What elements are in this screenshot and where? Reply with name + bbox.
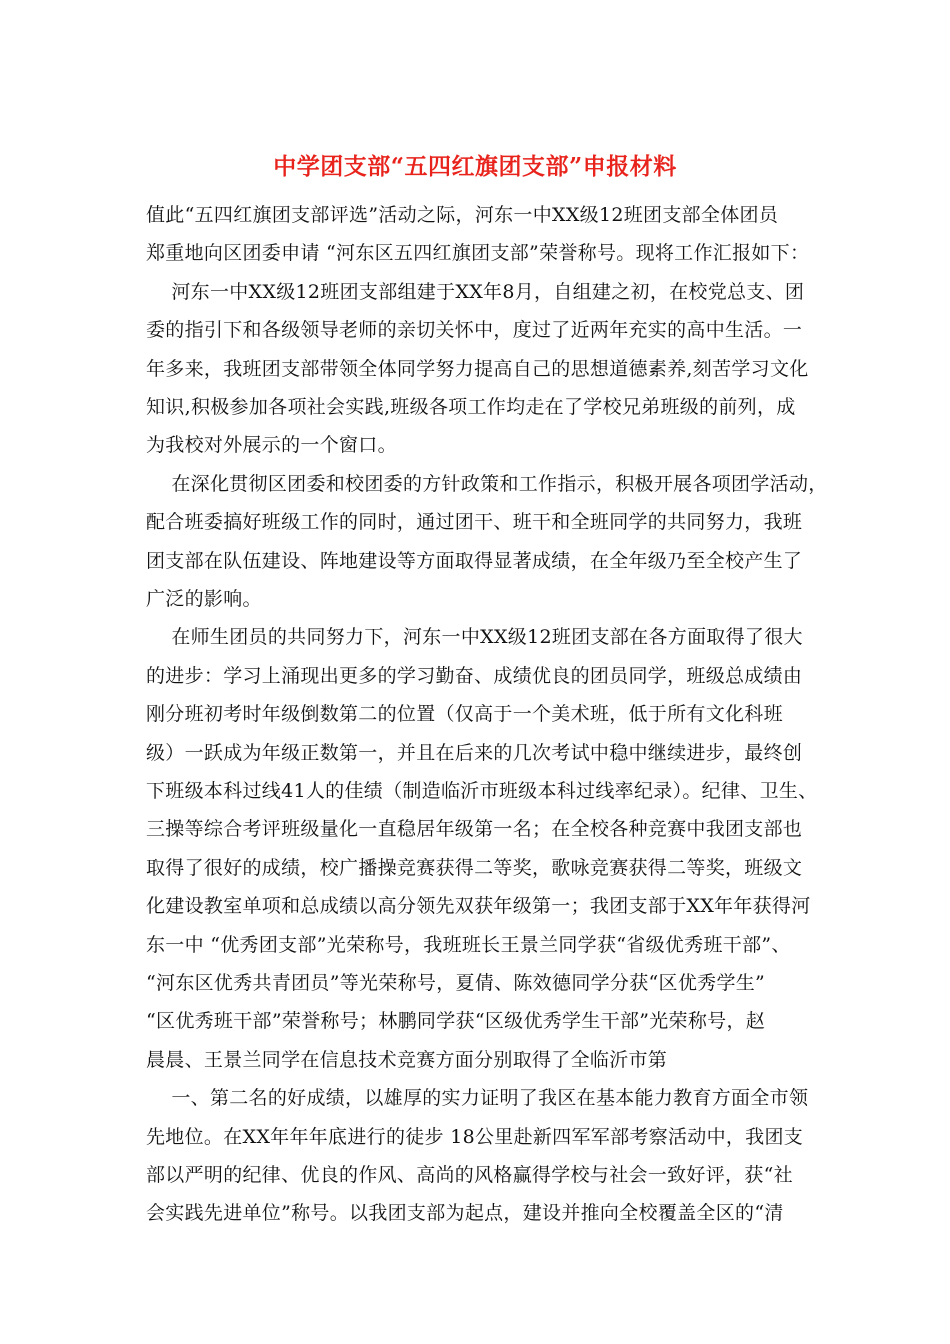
- body-line: 级）一跃成为年级正数第一，并且在后来的几次考试中稳中继续进步，最终创: [146, 741, 803, 764]
- body-line: 配合班委搞好班级工作的同时，通过团干、班干和全班同学的共同努力，我班: [146, 511, 803, 534]
- body-line: 一、第二名的好成绩，以雄厚的实力证明了我区在基本能力教育方面全市领: [146, 1087, 809, 1110]
- body-line: 先地位。在XX年年年底进行的徒步 18公里赴新四军军部考察活动中，我团支: [146, 1125, 804, 1148]
- body-line: 知识,积极参加各项社会实践,班级各项工作均走在了学校兄弟班级的前列，成: [146, 396, 796, 418]
- body-line: 在深化贯彻区团委和校团委的方针政策和工作指示，积极开展各项团学活动，: [146, 472, 828, 495]
- body-line: 值此“五四红旗团支部评选”活动之际，河东一中XX级12班团支部全体团员: [146, 204, 779, 226]
- body-line: 化建设教室单项和总成绩以高分领先双获年级第一；我团支部于XX年年获得河: [146, 895, 811, 918]
- body-line: 在师生团员的共同努力下，河东一中XX级12班团支部在各方面取得了很大: [146, 626, 803, 649]
- body-line: 部以严明的纪律、优良的作风、高尚的风格赢得学校与社会一致好评，获“社: [146, 1164, 793, 1186]
- body-line: 三操等综合考评班级量化一直稳居年级第一名；在全校各种竞赛中我团支部也: [146, 818, 803, 841]
- body-line: 年多来，我班团支部带领全体同学努力提高自己的思想道德素养,刻苦学习文化: [146, 357, 809, 380]
- body-line: 刚分班初考时年级倒数第二的位置（仅高于一个美术班，低于所有文化科班: [146, 703, 783, 726]
- body-line: 晨晨、王景兰同学在信息技术竞赛方面分别取得了全临沂市第: [146, 1048, 668, 1071]
- body-line: 取得了很好的成绩，校广播操竞赛获得二等奖，歌咏竞赛获得二等奖，班级文: [146, 856, 803, 879]
- body-line: 的进步：学习上涌现出更多的学习勤奋、成绩优良的团员同学，班级总成绩由: [146, 664, 803, 687]
- body-line: 会实践先进单位”称号。以我团支部为起点，建设并推向全校覆盖全区的“清: [146, 1202, 784, 1225]
- body-line: 广泛的影响。: [146, 588, 262, 610]
- body-line: “区优秀班干部”荣誉称号；林鹏同学获“区级优秀学生干部”光荣称号，赵: [146, 1010, 766, 1033]
- document-title: 中学团支部“五四红旗团支部”申报材料: [273, 153, 677, 180]
- body-line: “河东区优秀共青团员”等光荣称号，夏倩、陈效德同学分获“区优秀学生”: [146, 972, 766, 994]
- body-line: 河东一中XX级12班团支部组建于XX年8月，自组建之初，在校党总支、团: [146, 280, 805, 303]
- body-line: 委的指引下和各级领导老师的亲切关怀中，度过了近两年充实的高中生活。一: [146, 319, 803, 342]
- body-line: 为我校对外展示的一个窗口。: [146, 434, 397, 457]
- body-line: 东一中 “优秀团支部”光荣称号，我班班长王景兰同学获“省级优秀班干部”、: [146, 933, 791, 956]
- body-line: 郑重地向区团委申请 “河东区五四红旗团支部”荣誉称号。现将工作汇报如下：: [146, 242, 810, 265]
- body-line: 下班级本科过线41人的佳绩（制造临沂市班级本科过线率纪录）。纪律、卫生、: [146, 780, 818, 802]
- body-line: 团支部在队伍建设、阵地建设等方面取得显著成绩，在全年级乃至全校产生了: [146, 549, 803, 572]
